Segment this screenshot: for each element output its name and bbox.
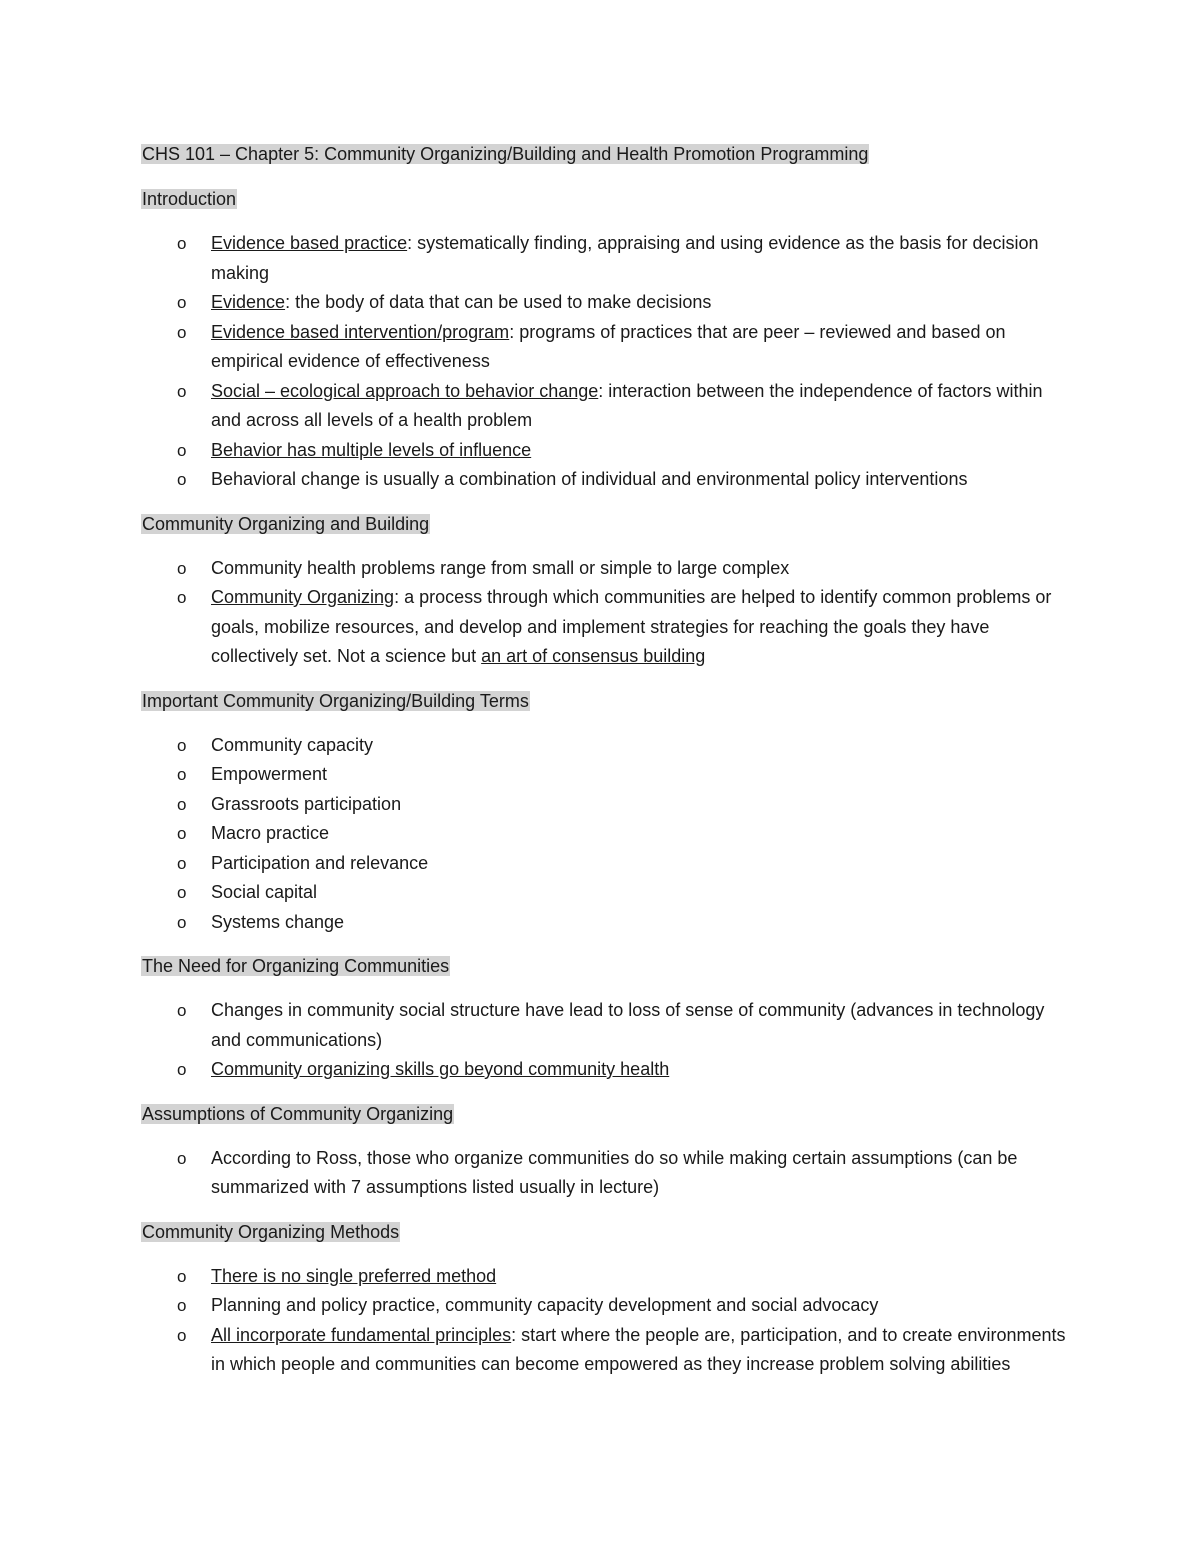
list-item [141,465,1071,495]
list-item [141,318,1071,377]
bullet-icon: o [177,440,187,460]
bullet-icon: o [177,1001,187,1020]
item-term: Evidence based intervention/program [211,321,510,342]
list-item [141,908,1071,938]
bullet-list [141,731,1071,938]
item-text: : a process through which communities are helped to identify common problems or goals, mobilize resources, and develop and implement strategies for reaching the goals they have collectively set. Not a science but [211,587,1052,666]
list-item [141,849,1071,879]
item-emphasis: an art of consensus building [481,646,706,666]
bullet-icon: o [177,470,187,489]
bullet-icon: o [177,765,187,784]
item-text: Systems change [211,911,345,932]
item-term: Behavior has multiple levels of influence [211,439,532,460]
bullet-icon: o [177,293,187,312]
section-heading-text: Assumptions of Community Organizing [142,1103,454,1124]
bullet-icon: o [177,1296,187,1315]
document-title-text: CHS 101 – Chapter 5: Community Organizing/Building and Health Promotion Programming [142,144,869,164]
list-item [141,819,1071,849]
item-text: Changes in community social structure have lead to loss of sense of community (advances in technology and communications) [211,1000,1045,1050]
list-item [141,731,1071,761]
section-heading [141,510,1071,539]
item-term: Evidence [211,292,286,312]
list-item [141,1144,1071,1203]
list-item [141,554,1071,584]
document-page [141,140,1071,1395]
bullet-icon: o [177,735,187,755]
item-text: Empowerment [211,764,328,784]
bullet-list [141,554,1071,672]
item-term: Social – ecological approach to behavior change [211,380,599,401]
list-item [141,996,1071,1055]
list-item [141,377,1071,436]
bullet-icon: o [177,1148,187,1168]
list-item [141,1262,1071,1292]
list-item [141,1321,1071,1380]
item-term: There is no single preferred method [211,1265,497,1286]
bullet-list [141,1144,1071,1203]
item-term: All incorporate fundamental principles [211,1324,512,1345]
item-text: Social capital [211,882,318,902]
list-item [141,1055,1071,1085]
section-heading-text: Community Organizing and Building [142,513,430,534]
item-text: : programs of practices that are peer – reviewed and based on empirical evidence of effectiveness [211,321,1006,371]
section-heading [141,185,1071,214]
section-heading [141,1100,1071,1129]
bullet-icon: o [177,853,187,873]
section-heading [141,687,1071,716]
section-heading-text: Important Community Organizing/Building Terms [142,690,529,711]
section-heading [141,1218,1071,1247]
item-text: According to Ross, those who organize communities do so while making certain assumptions (can be summarized with 7 assumptions listed usually in lecture) [211,1147,1018,1197]
bullet-icon: o [177,1325,187,1345]
item-text: : systematically finding, appraising and using evidence as the basis for decision making [211,233,1039,283]
list-item [141,760,1071,790]
list-item [141,790,1071,820]
bullet-list [141,229,1071,495]
list-item [141,583,1071,672]
bullet-icon: o [177,912,187,932]
list-item [141,878,1071,908]
bullet-icon: o [177,794,187,814]
bullet-list [141,996,1071,1085]
item-text: Macro practice [211,823,330,843]
list-item [141,1291,1071,1321]
list-item [141,288,1071,318]
item-term: Community organizing skills go beyond community health [211,1059,670,1079]
bullet-icon: o [177,588,187,607]
item-text: Planning and policy practice, community capacity development and social advocacy [211,1295,879,1315]
item-text: : start where the people are, participation, and to create environments in which people and communities can become empowered as they increase problem solving abilities [211,1324,1066,1374]
bullet-icon: o [177,1060,187,1079]
list-item [141,436,1071,466]
bullet-icon: o [177,883,187,902]
bullet-icon: o [177,381,187,401]
item-text: Community capacity [211,734,374,755]
item-text: : interaction between the independence of factors within and across all levels of a health problem [211,380,1043,430]
sections-container [141,185,1071,1380]
section-heading-text: The Need for Organizing Communities [142,956,450,976]
list-item [141,229,1071,288]
item-term: Community Organizing [211,587,395,607]
item-text: : the body of data that can be used to make decisions [285,292,712,312]
bullet-icon: o [177,558,187,578]
bullet-icon: o [177,322,187,342]
item-text: Participation and relevance [211,852,429,873]
bullet-icon: o [177,234,187,253]
item-text: Grassroots participation [211,793,402,814]
bullet-icon: o [177,824,187,843]
item-text: Behavioral change is usually a combination of individual and environmental policy interventions [211,469,968,489]
item-text: Community health problems range from small or simple to large complex [211,557,790,578]
bullet-icon: o [177,1266,187,1286]
section-heading [141,952,1071,981]
document-title [141,140,1071,169]
bullet-list [141,1262,1071,1380]
item-term: Evidence based practice [211,233,408,253]
section-heading-text: Community Organizing Methods [142,1221,400,1242]
section-heading-text: Introduction [142,189,237,209]
